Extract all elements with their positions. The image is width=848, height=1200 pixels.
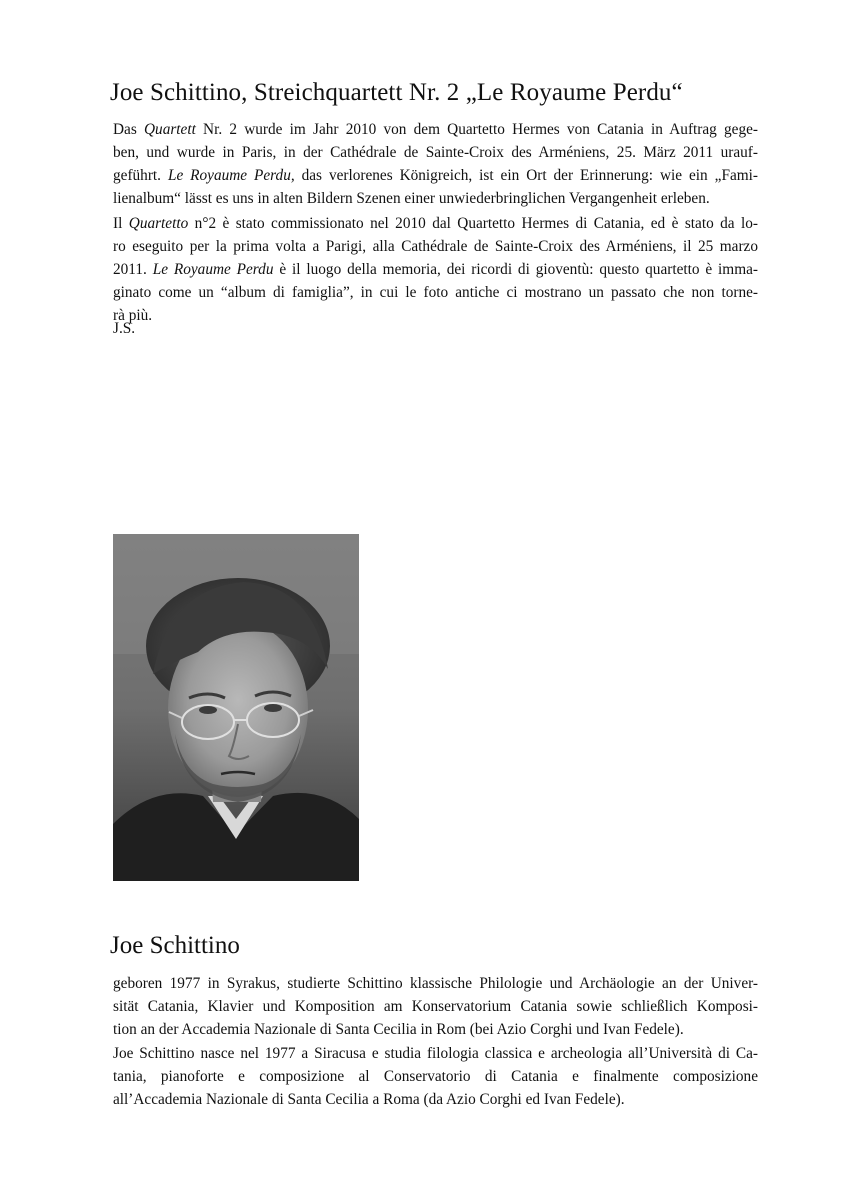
text-line: all’Accademia Nazionale di Santa Cecilia a Roma (da Azio Corghi ed Ivan Fedele). (113, 1091, 625, 1108)
german-intro-paragraph (113, 118, 758, 210)
text-line: ro eseguito per la prima volta a Parigi, alla Cathédrale de Sainte-Croix des Arméniens, il 25 marzo (113, 238, 758, 255)
text-line: ginato come un “album di famiglia”, in cui le foto antiche ci mostrano un passato che non torne- (113, 284, 758, 301)
text-line: Das Quartett Nr. 2 wurde im Jahr 2010 von dem Quartetto Hermes von Catania in Auftrag gege- (113, 121, 758, 138)
italian-bio-paragraph (113, 1042, 758, 1111)
text-line: tania, pianoforte e composizione al Conservatorio di Catania e finalmente composizione (113, 1068, 758, 1085)
signature: J.S. (113, 320, 136, 337)
composer-name-heading: Joe Schittino (110, 932, 240, 959)
text-line: rà più. (113, 307, 153, 324)
text-line: lienalbum“ lässt es uns in alten Bildern Szenen einer unwiederbringlichen Vergangenheit erleben. (113, 190, 710, 207)
text-line: 2011. Le Royaume Perdu è il luogo della memoria, dei ricordi di gioventù: questo quartetto è imma- (113, 261, 758, 278)
text-line: geführt. Le Royaume Perdu, das verlorenes Königreich, ist ein Ort der Erinnerung: wie ein „Fami- (113, 167, 758, 184)
text-line: ben, und wurde in Paris, in der Cathédrale de Sainte-Croix des Arméniens, 25. März 2011 urauf- (113, 144, 758, 161)
text-line: Il Quartetto n°2 è stato commissionato nel 2010 dal Quartetto Hermes di Catania, ed è stato da lo- (113, 215, 758, 232)
text-line: sität Catania, Klavier und Komposition am Konservatorium Catania sowie schließlich Komposi- (113, 998, 758, 1015)
text-line: geboren 1977 in Syrakus, studierte Schittino klassische Philologie und Archäologie an der Univer- (113, 975, 758, 992)
german-bio-paragraph (113, 972, 758, 1041)
text-line: Joe Schittino nasce nel 1977 a Siracusa e studia filologia classica e archeologia all’Università di Ca- (113, 1045, 758, 1062)
italian-intro-paragraph (113, 212, 758, 327)
portrait-photo (113, 534, 359, 881)
page-title: Joe Schittino, Streichquartett Nr. 2 „Le Royaume Perdu“ (110, 79, 683, 106)
text-line: tion an der Accademia Nazionale di Santa Cecilia in Rom (bei Azio Corghi und Ivan Fedele). (113, 1021, 684, 1038)
